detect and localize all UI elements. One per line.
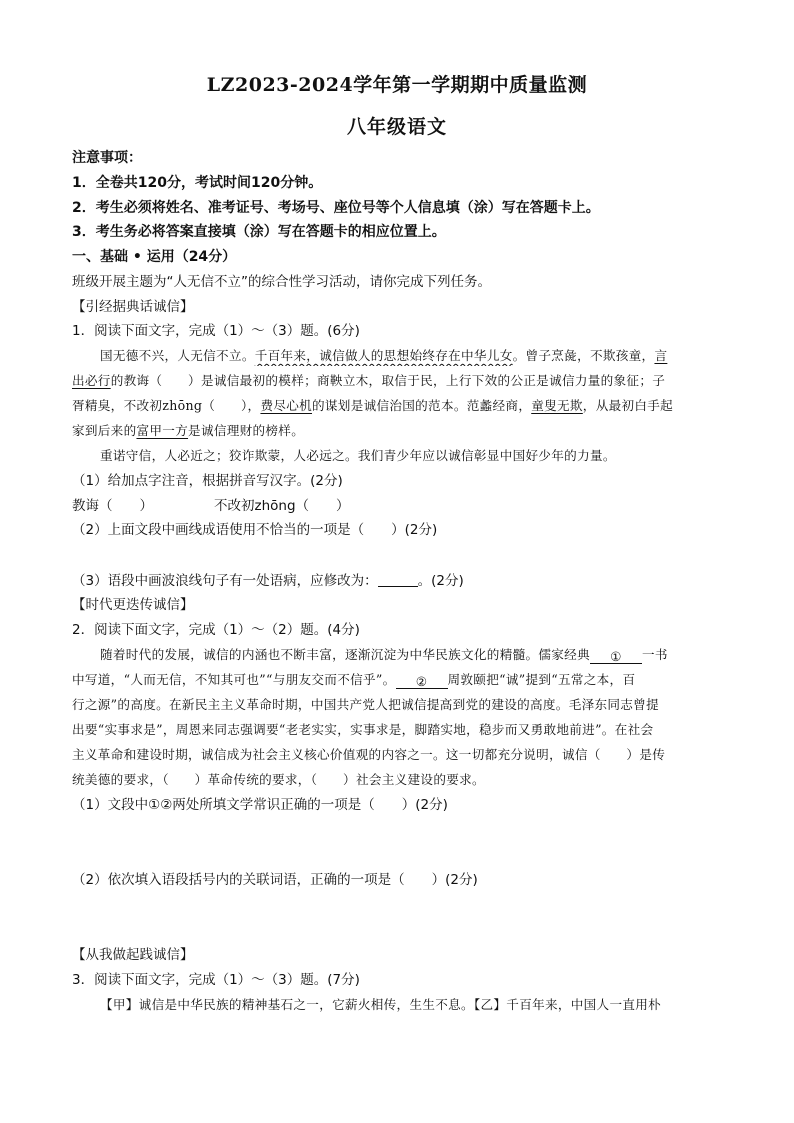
sub-question: （2）上面文段中画线成语使用不恰当的一项是（ ）(2分) xyxy=(72,522,438,538)
part-tag: 【引经据典话诚信】 xyxy=(72,299,194,315)
notice-item: 3．考生务必将答案直接填（涂）写在答题卡的相应位置上。 xyxy=(72,224,446,240)
passage-line: 重诺守信，人必近之；狡诈欺蒙，人必远之。我们青少年应以诚信彰显中国好少年的力量。 xyxy=(100,448,616,463)
passage-text: 家到后来的 xyxy=(72,423,137,438)
underlined-idiom: 言 xyxy=(654,348,668,363)
question-stem: 3．阅读下面文字，完成（1）～（3）题。(7分) xyxy=(72,972,360,988)
notice-item: 2．考生必须将姓名、准考证号、考场号、座位号等个人信息填（涂）写在答题卡上。 xyxy=(72,200,600,216)
passage-line xyxy=(72,371,732,391)
answer-blank-label: 不改初zhōng（ ） xyxy=(214,498,350,514)
sub-question: （1）文段中①②两处所填文学常识正确的一项是（ ）(2分) xyxy=(72,797,448,813)
exam-title: LZ2023-2024学年第一学期期中质量监测 xyxy=(206,74,588,96)
underlined-idiom: 富甲一方 xyxy=(136,423,189,438)
part-tag: 【时代更迭传诚信】 xyxy=(72,597,194,613)
passage-text: 胥精臭，不改初zhōng（ ）， xyxy=(72,398,261,413)
passage-text: 的谋划是诚信治国的范本。范蠡经商， xyxy=(312,398,532,413)
sub-question-text: （3）语段中画波浪线句子有一处语病，应修改为： xyxy=(72,573,378,589)
passage-text: 随着时代的发展，诚信的内涵也不断丰富，逐渐沉淀为中华民族文化的精髓。儒家经典 xyxy=(100,647,590,662)
passage-line xyxy=(72,670,732,690)
sub-question xyxy=(72,570,732,591)
passage-text: 一书 xyxy=(641,647,668,662)
passage-text: ，从最初白手起 xyxy=(582,398,674,413)
section-heading: 一、基础 • 运用（24分） xyxy=(72,249,237,265)
sub-question: （1）给加点字注音，根据拼音写汉字。(2分) xyxy=(72,473,343,489)
answer-blank[interactable] xyxy=(378,570,418,587)
underlined-idiom: 费尽心机 xyxy=(260,398,313,413)
passage-line xyxy=(72,421,732,441)
passage-text: 。曾子烹彘，不欺孩童， xyxy=(512,348,655,363)
notice-heading: 注意事项： xyxy=(72,150,142,166)
underlined-idiom: 出必行 xyxy=(72,373,111,388)
passage-text: 中写道，“人而无信，不知其可也”“与朋友交而不信乎”。 xyxy=(72,672,396,687)
passage-line: 统美德的要求，（ ）革命传统的要求，（ ）社会主义建设的要求。 xyxy=(72,772,485,787)
question-stem: 1．阅读下面文字，完成（1）～（3）题。(6分) xyxy=(72,323,360,339)
section-intro: 班级开展主题为“人无信不立”的综合性学习活动，请你完成下列任务。 xyxy=(72,274,491,290)
passage-text: 的教诲（ ）是诚信最初的模样；商鞅立木，取信于民，上行下效的公正是诚信力量的象征；子 xyxy=(110,373,666,388)
sub-question: （2）依次填入语段括号内的关联词语，正确的一项是（ ）(2分) xyxy=(72,872,478,888)
notice-item: 1．全卷共120分，考试时间120分钟。 xyxy=(72,175,323,191)
passage-line: 行之源”的高度。在新民主主义革命时期，中国共产党人把诚信提高到党的建设的高度。毛泽东同志曾提 xyxy=(72,697,659,712)
underlined-idiom: 童叟无欺 xyxy=(531,398,583,413)
passage-line: 出要“实事求是”，周恩来同志强调要“老老实实，实事求是，脚踏实地，稳步而又勇敢地前进”。在社会 xyxy=(72,722,654,737)
passage-text: 周敦颐把“诚”提到“五常之本，百 xyxy=(447,672,636,687)
passage-text: 国无德不兴，人无信不立。 xyxy=(100,348,255,363)
exam-subtitle: 八年级语文 xyxy=(346,116,447,138)
part-tag: 【从我做起践诚信】 xyxy=(72,947,194,963)
passage-line xyxy=(100,645,730,665)
passage-line: 【甲】诚信是中华民族的精神基石之一，它薪火相传，生生不息。【乙】千百年来，中国人一直用朴 xyxy=(100,997,662,1012)
passage-line: 主义革命和建设时期，诚信成为社会主义核心价值观的内容之一。这一切都充分说明，诚信（ ）是传 xyxy=(72,747,666,762)
question-stem: 2．阅读下面文字，完成（1）～（2）题。(4分) xyxy=(72,622,360,638)
answer-line xyxy=(72,496,732,516)
sub-question-text: 。(2分) xyxy=(417,573,464,589)
answer-blank-label: 教诲（ ） xyxy=(72,498,153,514)
wavy-sentence: 千百年来，诚信做人的思想始终存在中华儿女 xyxy=(254,348,513,363)
fill-blank-1[interactable]: ① xyxy=(590,647,642,664)
passage-line xyxy=(100,346,730,366)
passage-text: 是诚信理财的榜样。 xyxy=(188,423,305,438)
fill-blank-2[interactable]: ② xyxy=(396,672,448,689)
passage-line xyxy=(72,396,732,416)
